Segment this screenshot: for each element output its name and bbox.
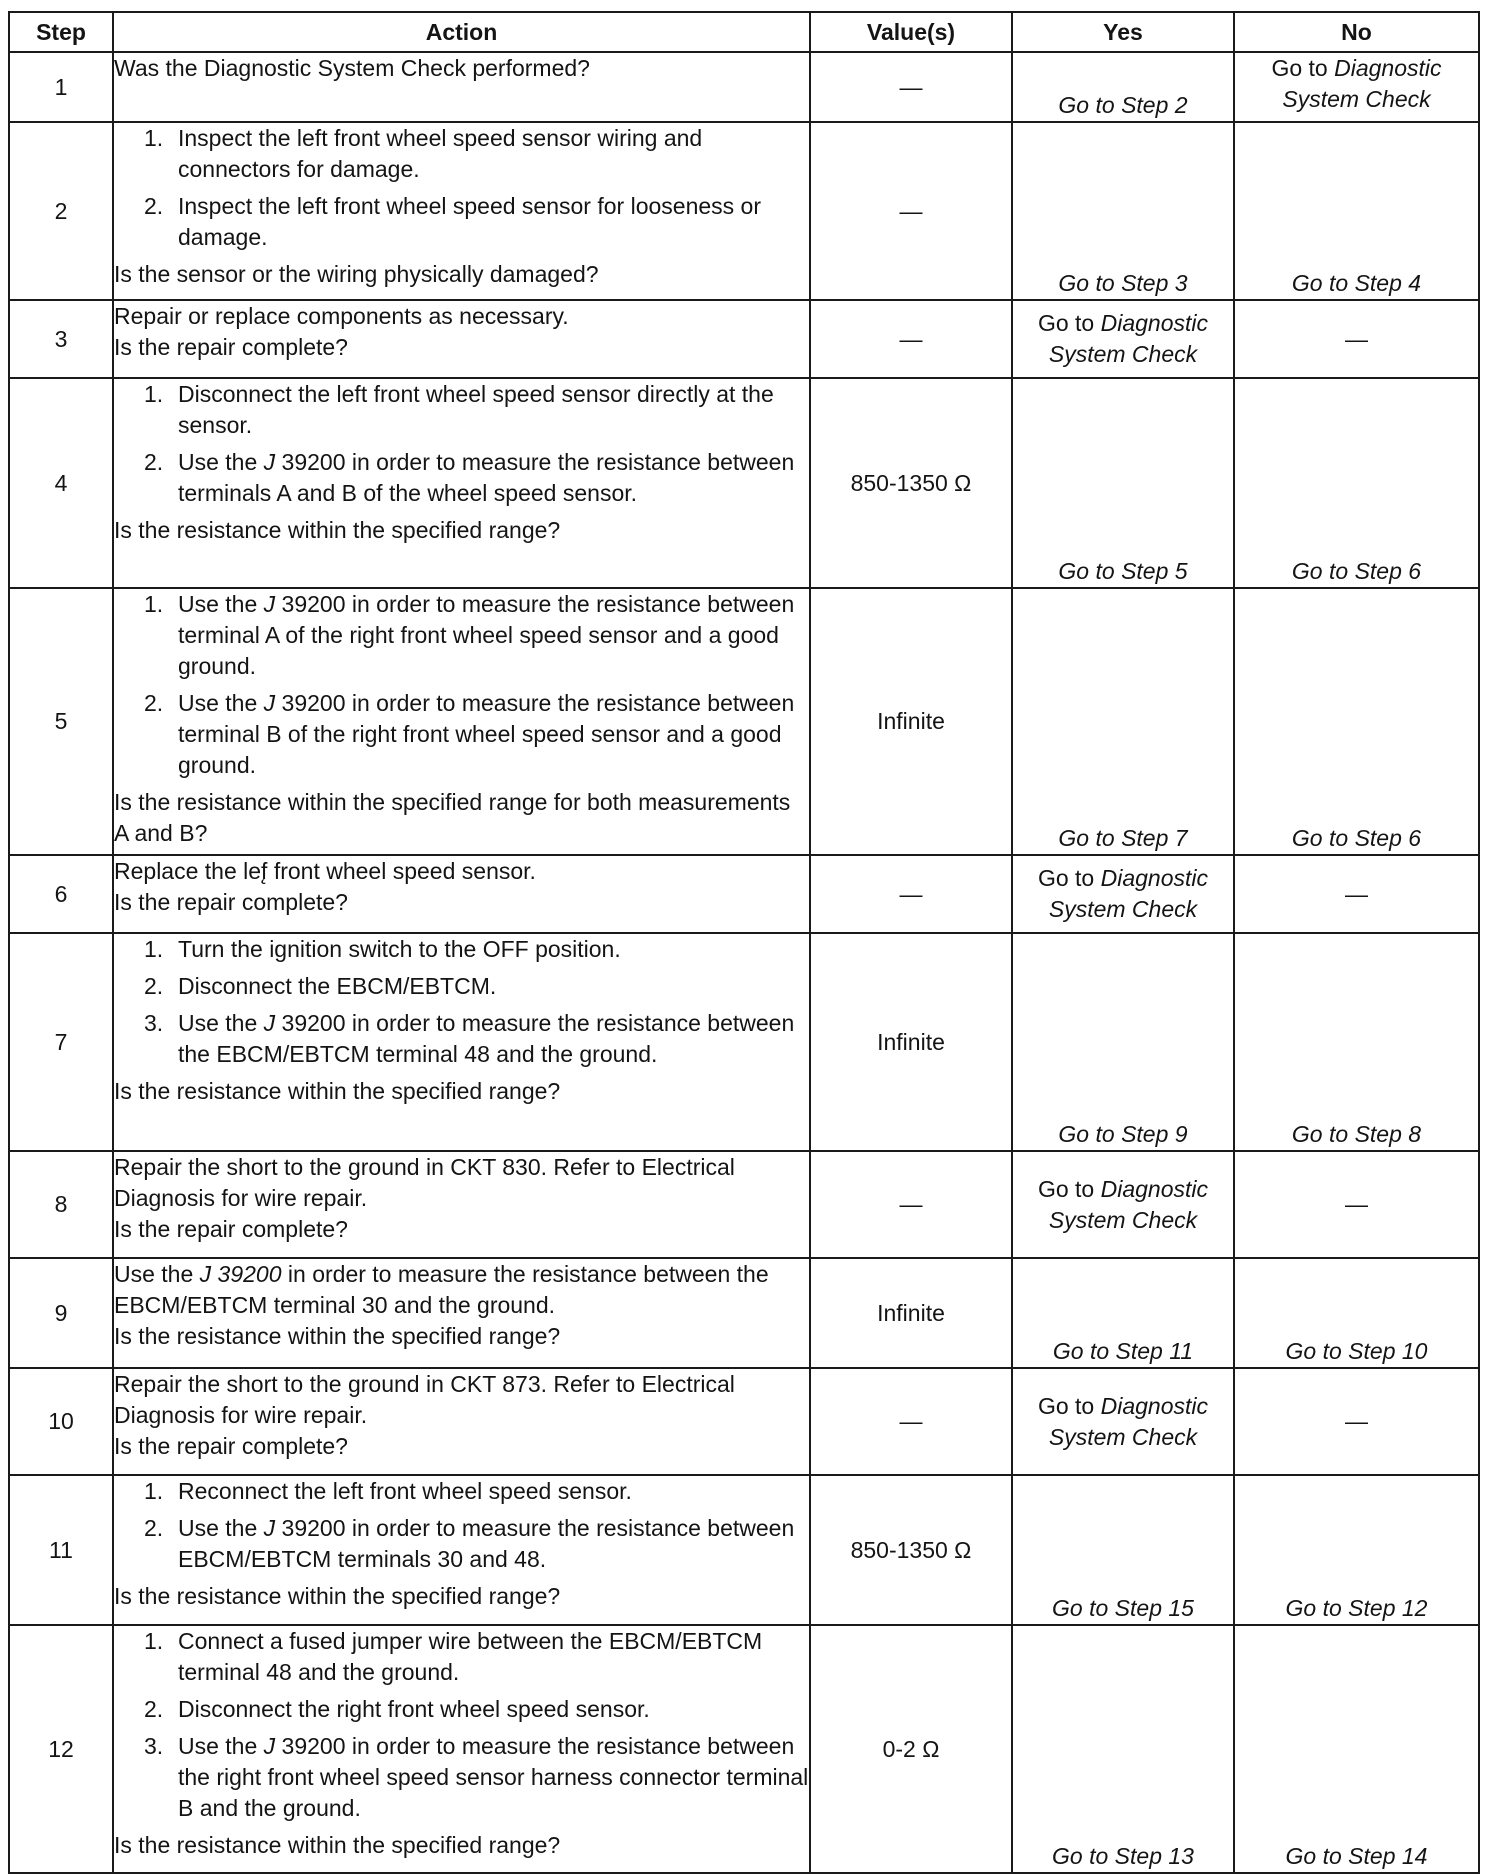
value-cell: Infinite bbox=[810, 933, 1012, 1151]
item-text-post: 39200 in order to measure the resistance between the EBCM/EBTCM terminal 48 and the ground. bbox=[178, 1010, 795, 1067]
yes-ref-a: Diagnostic bbox=[1100, 1175, 1209, 1202]
table-row bbox=[9, 1258, 1479, 1368]
no-cell: Go to Step 4 bbox=[1234, 122, 1479, 300]
item-text: Disconnect the left front wheel speed sensor directly at the sensor. bbox=[178, 381, 774, 438]
action-step-item bbox=[114, 1626, 809, 1688]
yes-cell bbox=[1012, 300, 1234, 378]
action-question: Is the resistance within the specified range? bbox=[114, 1078, 561, 1104]
action-cell bbox=[113, 933, 810, 1151]
tool-ref: J bbox=[263, 1733, 276, 1759]
value-cell: — bbox=[810, 855, 1012, 933]
item-text-pre: Use the bbox=[178, 1733, 264, 1759]
item-number: 1. bbox=[144, 1628, 164, 1654]
item-number: 2. bbox=[144, 973, 164, 999]
step-number: 1 bbox=[9, 52, 113, 122]
item-text-pre: Use the bbox=[178, 591, 264, 617]
action-cell bbox=[113, 1368, 810, 1475]
item-number: 1. bbox=[144, 381, 164, 407]
value-cell: — bbox=[810, 300, 1012, 378]
step-number: 7 bbox=[9, 933, 113, 1151]
value-cell: 850-1350 Ω bbox=[810, 1475, 1012, 1625]
value-cell: — bbox=[810, 1368, 1012, 1475]
item-text: Inspect the left front wheel speed sensor for looseness or damage. bbox=[178, 193, 761, 250]
no-ref-a: Diagnostic bbox=[1334, 55, 1442, 81]
item-text bbox=[178, 589, 809, 682]
yes-ref-a: Diagnostic bbox=[1100, 865, 1209, 891]
action-question: Was the Diagnostic System Check performed? bbox=[114, 55, 590, 81]
yes-cell: Go to Step 11 bbox=[1012, 1258, 1234, 1368]
step-number: 9 bbox=[9, 1258, 113, 1368]
item-number: 2. bbox=[144, 449, 164, 475]
table-row bbox=[9, 1625, 1479, 1873]
no-cell: — bbox=[1234, 300, 1479, 378]
action-question: Is the resistance within the specified range? bbox=[114, 1323, 561, 1349]
no-cell: Go to Step 10 bbox=[1234, 1258, 1479, 1368]
item-text: Disconnect the right front wheel speed sensor. bbox=[178, 1696, 650, 1722]
action-question: Is the resistance within the specified range? bbox=[114, 1583, 561, 1609]
table-row bbox=[9, 1475, 1479, 1625]
action-text: Repair the short to the ground in CKT 873. Refer to Electrical Diagnosis for wire repair. bbox=[114, 1371, 735, 1428]
step-number: 10 bbox=[9, 1368, 113, 1475]
tool-ref: J bbox=[263, 591, 276, 617]
action-question: Is the repair complete? bbox=[114, 1433, 348, 1459]
item-text bbox=[178, 688, 809, 781]
action-cell bbox=[113, 588, 810, 855]
action-step-item bbox=[114, 123, 809, 185]
step-number: 6 bbox=[9, 855, 113, 933]
diagnostic-table bbox=[8, 11, 1480, 1874]
yes-cell: Go to Step 2 bbox=[1012, 52, 1234, 122]
no-cell: — bbox=[1234, 1151, 1479, 1258]
header-row bbox=[9, 12, 1479, 52]
item-number: 1. bbox=[144, 591, 164, 617]
action-question: Is the resistance within the specified range? bbox=[114, 1832, 561, 1858]
value-cell: Infinite bbox=[810, 588, 1012, 855]
item-number: 3. bbox=[144, 1010, 164, 1036]
value-cell: 850-1350 Ω bbox=[810, 378, 1012, 588]
action-step-item bbox=[114, 934, 809, 965]
item-number: 2. bbox=[144, 1515, 164, 1541]
yes-ref-b: System Check bbox=[1048, 1423, 1198, 1450]
no-cell: — bbox=[1234, 855, 1479, 933]
action-cell bbox=[113, 1258, 810, 1368]
item-text-pre: Use the bbox=[178, 1010, 264, 1036]
table-row bbox=[9, 1151, 1479, 1258]
item-text-pre: Use the bbox=[178, 690, 264, 716]
no-cell: Go to Step 12 bbox=[1234, 1475, 1479, 1625]
header-value: Value(s) bbox=[810, 12, 1012, 52]
yes-cell: Go to Step 3 bbox=[1012, 122, 1234, 300]
item-text-post: 39200 in order to measure the resistance between terminals A and B of the wheel speed sensor. bbox=[178, 449, 795, 506]
action-cell bbox=[113, 1475, 810, 1625]
header-step: Step bbox=[9, 12, 113, 52]
tool-ref: J bbox=[263, 449, 276, 475]
item-number: 2. bbox=[144, 1696, 164, 1722]
action-cell bbox=[113, 122, 810, 300]
no-cell bbox=[1234, 52, 1479, 122]
value-cell: — bbox=[810, 122, 1012, 300]
item-number: 1. bbox=[144, 936, 164, 962]
table-row bbox=[9, 588, 1479, 855]
no-prefix: Go to bbox=[1271, 55, 1328, 81]
item-text-pre: Use the bbox=[178, 1515, 264, 1541]
table-row bbox=[9, 52, 1479, 122]
step-number: 12 bbox=[9, 1625, 113, 1873]
no-cell: Go to Step 6 bbox=[1234, 588, 1479, 855]
action-text: Replace the lef̨ front wheel speed sensor. bbox=[114, 858, 536, 884]
yes-cell: Go to Step 5 bbox=[1012, 378, 1234, 588]
item-text: Turn the ignition switch to the OFF position. bbox=[178, 936, 621, 962]
table-row bbox=[9, 933, 1479, 1151]
yes-cell: Go to Step 15 bbox=[1012, 1475, 1234, 1625]
item-number: 1. bbox=[144, 1478, 164, 1504]
item-text-pre: Use the bbox=[178, 449, 264, 475]
action-cell bbox=[113, 300, 810, 378]
item-text: Disconnect the EBCM/EBTCM. bbox=[178, 973, 497, 999]
yes-cell bbox=[1012, 1151, 1234, 1258]
item-text bbox=[178, 447, 809, 509]
yes-prefix: Go to bbox=[1037, 1392, 1095, 1419]
value-cell: — bbox=[810, 52, 1012, 122]
action-cell bbox=[113, 1625, 810, 1873]
item-text: Inspect the left front wheel speed sensor wiring and connectors for damage. bbox=[178, 125, 703, 182]
item-number: 3. bbox=[144, 1733, 164, 1759]
table-row bbox=[9, 378, 1479, 588]
action-question: Is the repair complete? bbox=[114, 889, 348, 915]
table-row bbox=[9, 122, 1479, 300]
item-text-post: 39200 in order to measure the resistance between EBCM/EBTCM terminals 30 and 48. bbox=[178, 1515, 795, 1572]
yes-ref-a: Diagnostic bbox=[1100, 1392, 1209, 1419]
step-number: 5 bbox=[9, 588, 113, 855]
yes-ref-b: System Check bbox=[1048, 1206, 1198, 1233]
action-step-item bbox=[114, 191, 809, 253]
action-text-pre: Use the bbox=[114, 1261, 200, 1287]
action-question: Is the resistance within the specified range for both measurements A and B? bbox=[114, 789, 791, 846]
value-cell: — bbox=[810, 1151, 1012, 1258]
yes-prefix: Go to bbox=[1037, 865, 1095, 891]
action-step-item bbox=[114, 589, 809, 682]
action-cell bbox=[113, 1151, 810, 1258]
item-text-post: 39200 in order to measure the resistance between terminal A of the right front wheel speed sensor and a good ground. bbox=[178, 591, 795, 679]
no-cell: Go to Step 14 bbox=[1234, 1625, 1479, 1873]
item-number: 1. bbox=[144, 125, 164, 151]
action-question: Is the sensor or the wiring physically damaged? bbox=[114, 261, 599, 287]
action-step-item bbox=[114, 1731, 809, 1824]
yes-cell bbox=[1012, 855, 1234, 933]
action-text bbox=[114, 1259, 809, 1321]
item-text: Reconnect the left front wheel speed sensor. bbox=[178, 1478, 632, 1504]
item-text: Connect a fused jumper wire between the EBCM/EBTCM terminal 48 and the ground. bbox=[178, 1628, 763, 1685]
step-number: 2 bbox=[9, 122, 113, 300]
action-question: Is the resistance within the specified range? bbox=[114, 517, 561, 543]
yes-cell: Go to Step 9 bbox=[1012, 933, 1234, 1151]
item-text-post: 39200 in order to measure the resistance between the right front wheel speed sensor harness connector terminal B and the ground. bbox=[178, 1733, 809, 1821]
tool-ref: J bbox=[263, 1010, 276, 1036]
action-text-post: in order to measure the resistance between the EBCM/EBTCM terminal 30 and the ground. bbox=[114, 1261, 769, 1318]
action-step-item bbox=[114, 1694, 809, 1725]
action-step-item bbox=[114, 1008, 809, 1070]
action-cell bbox=[113, 52, 810, 122]
action-text: Repair the short to the ground in CKT 830. Refer to Electrical Diagnosis for wire repair. bbox=[114, 1154, 735, 1211]
action-step-item bbox=[114, 1476, 809, 1507]
item-text bbox=[178, 1513, 809, 1575]
action-question: Is the repair complete? bbox=[114, 1216, 348, 1242]
item-number: 2. bbox=[144, 690, 164, 716]
item-text bbox=[178, 1008, 809, 1070]
value-cell: Infinite bbox=[810, 1258, 1012, 1368]
action-step-item bbox=[114, 1513, 809, 1575]
action-question: Is the repair complete? bbox=[114, 334, 348, 360]
tool-ref: J 39200 bbox=[199, 1261, 282, 1287]
table-row bbox=[9, 855, 1479, 933]
no-cell: — bbox=[1234, 1368, 1479, 1475]
yes-ref-a: Diagnostic bbox=[1100, 310, 1209, 336]
header-yes: Yes bbox=[1012, 12, 1234, 52]
step-number: 4 bbox=[9, 378, 113, 588]
tool-ref: J bbox=[263, 690, 276, 716]
step-number: 11 bbox=[9, 1475, 113, 1625]
action-step-item bbox=[114, 447, 809, 509]
header-no: No bbox=[1234, 12, 1479, 52]
action-cell bbox=[113, 378, 810, 588]
no-cell: Go to Step 6 bbox=[1234, 378, 1479, 588]
item-text bbox=[178, 1731, 809, 1824]
yes-cell: Go to Step 13 bbox=[1012, 1625, 1234, 1873]
action-step-item bbox=[114, 379, 809, 441]
yes-prefix: Go to bbox=[1037, 310, 1095, 336]
action-step-item bbox=[114, 688, 809, 781]
tool-ref: J bbox=[263, 1515, 276, 1541]
yes-cell bbox=[1012, 1368, 1234, 1475]
yes-ref-b: System Check bbox=[1048, 341, 1198, 367]
table-row bbox=[9, 300, 1479, 378]
no-cell: Go to Step 8 bbox=[1234, 933, 1479, 1151]
yes-prefix: Go to bbox=[1037, 1175, 1095, 1202]
action-text: Repair or replace components as necessary. bbox=[114, 303, 569, 329]
step-number: 3 bbox=[9, 300, 113, 378]
table-row bbox=[9, 1368, 1479, 1475]
value-cell: 0-2 Ω bbox=[810, 1625, 1012, 1873]
action-cell bbox=[113, 855, 810, 933]
yes-cell: Go to Step 7 bbox=[1012, 588, 1234, 855]
no-ref-b: System Check bbox=[1282, 86, 1431, 112]
step-number: 8 bbox=[9, 1151, 113, 1258]
item-number: 2. bbox=[144, 193, 164, 219]
item-text-post: 39200 in order to measure the resistance between terminal B of the right front wheel speed sensor and a good ground. bbox=[178, 690, 795, 778]
action-step-item bbox=[114, 971, 809, 1002]
yes-ref-b: System Check bbox=[1048, 896, 1198, 922]
header-action: Action bbox=[113, 12, 810, 52]
